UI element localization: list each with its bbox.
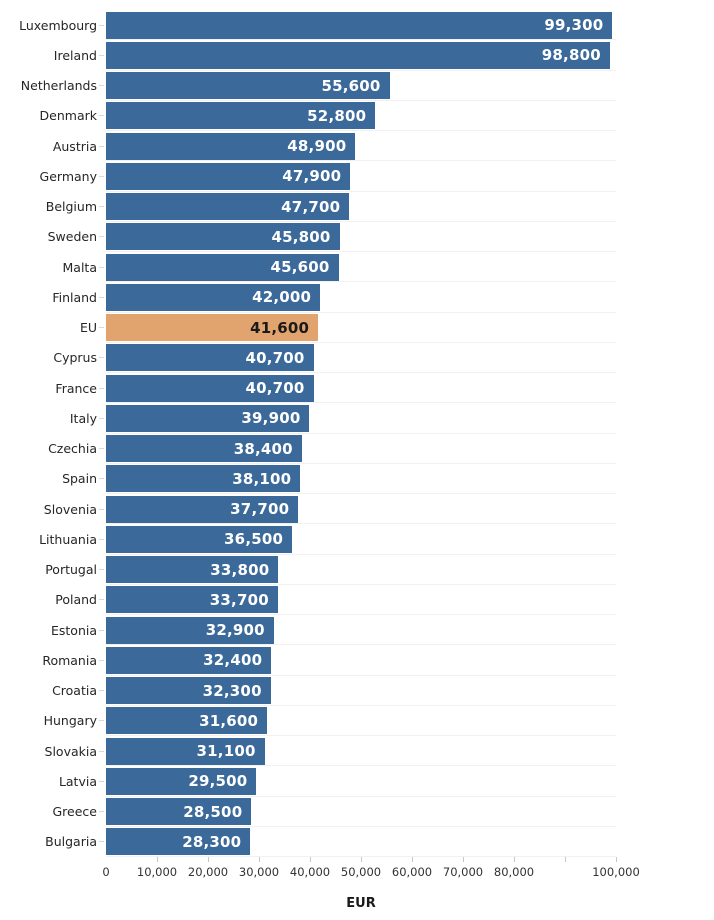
category-tick: [97, 115, 106, 116]
bar-track: [106, 645, 616, 675]
category-label: Luxembourg: [19, 17, 97, 33]
value-label: 42,000: [252, 288, 312, 307]
bar-track: [106, 676, 616, 706]
value-label: 31,600: [199, 711, 259, 730]
value-label: 40,700: [245, 348, 305, 367]
bar: [106, 163, 350, 190]
value-label: 38,400: [233, 439, 293, 458]
category-label: Denmark: [39, 108, 97, 124]
bar-track: [106, 343, 616, 373]
bar-row: [0, 71, 616, 101]
category-label: Hungary: [43, 713, 97, 729]
value-label: 37,700: [230, 500, 290, 519]
bar-row: [0, 252, 616, 282]
bar: [106, 526, 292, 553]
category-tick: [97, 85, 106, 86]
category-tick: [97, 569, 106, 570]
category-label: Austria: [52, 138, 97, 154]
category-tick: [97, 509, 106, 510]
bar-row: [0, 464, 616, 494]
value-label: 55,600: [321, 76, 381, 95]
category-tick: [97, 781, 106, 782]
bar: [106, 586, 278, 613]
x-axis-tick-label: 30,000: [238, 865, 280, 879]
bar-track: [106, 313, 616, 343]
bar: [106, 496, 298, 523]
category-label: Romania: [42, 652, 97, 668]
bar-track: [106, 40, 616, 70]
bar-row: [0, 555, 616, 585]
bar: [106, 465, 300, 492]
bar-track: [106, 736, 616, 766]
x-axis-tick-label: 60,000: [391, 865, 433, 879]
value-label: 33,700: [209, 590, 269, 609]
x-axis-tick: [310, 857, 311, 862]
category-tick: [97, 357, 106, 358]
bar: [106, 405, 309, 432]
x-axis: [0, 857, 714, 897]
bar-track: [106, 524, 616, 554]
value-label: 32,400: [203, 651, 263, 670]
bar-track: [106, 161, 616, 191]
category-label: Italy: [69, 410, 97, 426]
bar: [106, 707, 267, 734]
bar: [106, 375, 314, 402]
x-axis-tick-label: 100,000: [592, 865, 640, 879]
value-label: 32,300: [202, 681, 262, 700]
x-axis-tick: [514, 857, 515, 862]
bar: [106, 133, 355, 160]
category-label: Greece: [52, 804, 97, 820]
bar-track: [106, 615, 616, 645]
x-axis-tick: [412, 857, 413, 862]
bar-row: [0, 585, 616, 615]
bar: [106, 102, 375, 129]
value-label: 98,800: [541, 46, 601, 65]
category-label: Sweden: [47, 229, 97, 245]
bar-track: [106, 282, 616, 312]
bar-row: [0, 645, 616, 675]
category-label: Malta: [62, 259, 97, 275]
x-axis-tick: [157, 857, 158, 862]
x-axis-tick-label: 70,000: [442, 865, 484, 879]
bar-track: [106, 766, 616, 796]
bar-track: [106, 464, 616, 494]
bar: [106, 284, 320, 311]
bar-row: [0, 827, 616, 857]
bar-row: [0, 524, 616, 554]
bar-track: [106, 403, 616, 433]
value-label: 47,900: [282, 167, 342, 186]
category-tick: [97, 751, 106, 752]
bar-row: [0, 494, 616, 524]
bar-row: [0, 282, 616, 312]
bar-track: [106, 434, 616, 464]
x-axis-tick-label: 40,000: [289, 865, 331, 879]
bar: [106, 254, 339, 281]
category-label: Belgium: [45, 199, 97, 215]
bar-row: [0, 131, 616, 161]
value-label: 45,800: [271, 227, 331, 246]
category-label: Lithuania: [39, 531, 97, 547]
category-label: Ireland: [53, 47, 97, 63]
category-tick: [97, 690, 106, 691]
value-label: 39,900: [241, 409, 301, 428]
value-label: 40,700: [245, 379, 305, 398]
category-tick: [97, 146, 106, 147]
bar-highlight: [106, 314, 318, 341]
x-axis-tick: [616, 857, 617, 862]
bar: [106, 556, 278, 583]
category-tick: [97, 630, 106, 631]
bar-row: [0, 40, 616, 70]
bar: [106, 647, 271, 674]
bar-row: [0, 766, 616, 796]
category-tick: [97, 720, 106, 721]
bar: [106, 12, 612, 39]
value-label: 48,900: [287, 137, 347, 156]
bar: [106, 435, 302, 462]
bar: [106, 738, 265, 765]
bar-row: [0, 161, 616, 191]
category-tick: [97, 236, 106, 237]
bar-track: [106, 373, 616, 403]
category-label: Slovakia: [44, 743, 97, 759]
value-label: 38,100: [232, 469, 292, 488]
category-label: EU: [79, 320, 97, 336]
bar-track: [106, 71, 616, 101]
value-label: 99,300: [544, 16, 604, 35]
value-label: 28,500: [183, 802, 243, 821]
category-tick: [97, 811, 106, 812]
bar-track: [106, 192, 616, 222]
category-tick: [97, 841, 106, 842]
x-axis-tick-label: 10,000: [136, 865, 178, 879]
category-label: Latvia: [58, 773, 97, 789]
bar-row: [0, 676, 616, 706]
x-axis-tick-label: 80,000: [493, 865, 535, 879]
category-label: France: [55, 380, 97, 396]
x-axis-tick-label: 50,000: [340, 865, 382, 879]
bar-row: [0, 706, 616, 736]
bar-track: [106, 10, 616, 40]
category-label: Poland: [55, 592, 97, 608]
bar-row: [0, 736, 616, 766]
bar-row: [0, 313, 616, 343]
category-tick: [97, 267, 106, 268]
bar-track: [106, 494, 616, 524]
bar-row: [0, 10, 616, 40]
category-label: Croatia: [52, 683, 97, 699]
category-label: Netherlands: [20, 78, 97, 94]
bar-track: [106, 222, 616, 252]
category-tick: [97, 418, 106, 419]
bar-row: [0, 222, 616, 252]
x-axis-tick-label: 0: [102, 865, 110, 879]
bar-track: [106, 706, 616, 736]
category-tick: [97, 388, 106, 389]
category-tick: [97, 478, 106, 479]
value-label: 36,500: [224, 530, 284, 549]
bar-row: [0, 797, 616, 827]
bar-row: [0, 373, 616, 403]
bar-track: [106, 555, 616, 585]
category-label: Cyprus: [53, 350, 97, 366]
category-tick: [97, 539, 106, 540]
bar-row: [0, 192, 616, 222]
value-label: 32,900: [205, 621, 265, 640]
category-tick: [97, 297, 106, 298]
value-label: 29,500: [188, 772, 248, 791]
bar-row: [0, 101, 616, 131]
x-axis-tick: [361, 857, 362, 862]
category-label: Germany: [39, 168, 97, 184]
bar-track: [106, 797, 616, 827]
bar: [106, 223, 340, 250]
category-tick: [97, 599, 106, 600]
bar-track: [106, 827, 616, 857]
bar: [106, 193, 349, 220]
x-axis-title: EUR: [346, 896, 376, 911]
bar-track: [106, 131, 616, 161]
bar-row: [0, 434, 616, 464]
category-tick: [97, 660, 106, 661]
x-axis-tick-label: 20,000: [187, 865, 229, 879]
x-axis-tick: [259, 857, 260, 862]
bar: [106, 798, 251, 825]
category-tick: [97, 55, 106, 56]
value-label: 31,100: [196, 742, 256, 761]
category-tick: [97, 25, 106, 26]
category-label: Estonia: [50, 622, 97, 638]
bar: [106, 677, 271, 704]
bar-track: [106, 585, 616, 615]
x-axis-tick: [565, 857, 566, 862]
value-label: 47,700: [281, 197, 341, 216]
bar-row: [0, 615, 616, 645]
bar-row: [0, 403, 616, 433]
x-axis-tick: [463, 857, 464, 862]
value-label: 28,300: [182, 832, 242, 851]
bar: [106, 42, 610, 69]
bar-rows: [0, 10, 616, 857]
category-label: Portugal: [45, 562, 97, 578]
category-label: Finland: [52, 289, 97, 305]
category-label: Bulgaria: [45, 834, 97, 850]
bar-track: [106, 252, 616, 282]
bar: [106, 617, 274, 644]
value-label: 45,600: [270, 258, 330, 277]
value-label: 52,800: [307, 106, 367, 125]
bar: [106, 344, 314, 371]
category-tick: [97, 448, 106, 449]
bar-track: [106, 101, 616, 131]
bar-row: [0, 343, 616, 373]
value-label: 33,800: [210, 560, 270, 579]
bar: [106, 72, 390, 99]
x-axis-tick: [208, 857, 209, 862]
category-label: Spain: [62, 471, 97, 487]
category-tick: [97, 176, 106, 177]
bar: [106, 828, 250, 855]
category-label: Slovenia: [43, 501, 97, 517]
category-tick: [97, 327, 106, 328]
category-label: Czechia: [48, 441, 97, 457]
category-tick: [97, 206, 106, 207]
bar: [106, 768, 256, 795]
value-label: 41,600: [250, 318, 310, 337]
